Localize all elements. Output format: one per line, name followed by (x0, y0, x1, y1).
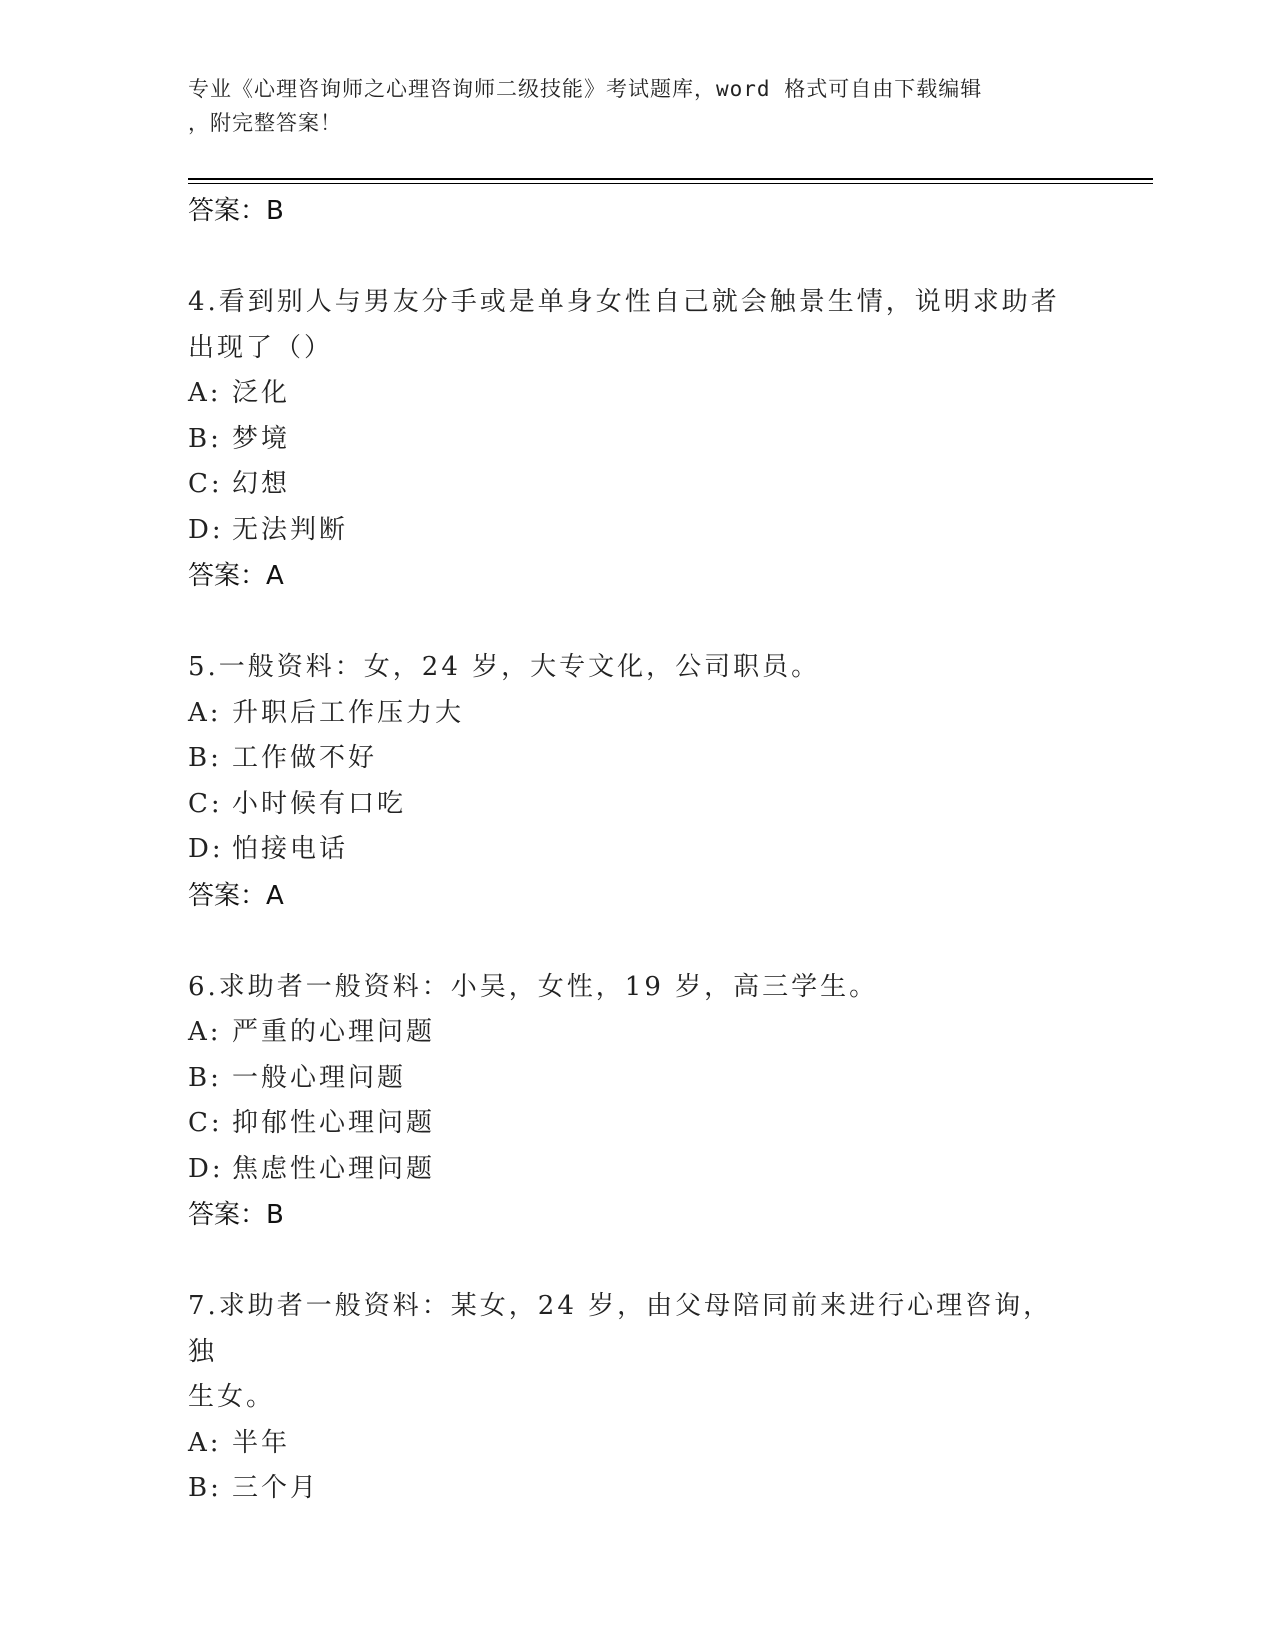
option-d (188, 827, 1088, 873)
question-line: 6.求助者一般资料：小吴，女性，19 岁，高三学生。 (188, 971, 879, 1002)
option-text: 工作做不好 (232, 743, 378, 773)
option-text: 焦虑性心理问题 (232, 1153, 436, 1184)
option-text: 半年 (232, 1427, 291, 1458)
option-text: 抑郁性心理问题 (232, 1108, 436, 1138)
header-line-2: ，附完整答案！ (188, 111, 342, 135)
question-list (188, 188, 1088, 1512)
option-c (188, 782, 1088, 828)
question-block (188, 965, 1088, 1239)
option-a (188, 1421, 1088, 1467)
option-letter: B: (188, 423, 222, 454)
option-a (188, 1010, 1088, 1056)
option-letter: D: (188, 834, 224, 864)
answer-line: 答案：A (188, 880, 284, 911)
option-text: 升职后工作压力大 (232, 697, 465, 728)
header-divider-thin (188, 183, 1153, 184)
option-letter: A: (188, 378, 222, 408)
option-a (188, 691, 1088, 737)
question-block (188, 645, 1088, 919)
option-text: 怕接电话 (232, 834, 349, 864)
option-letter: C: (188, 788, 223, 819)
option-d (188, 508, 1088, 554)
option-text: 幻想 (232, 469, 291, 499)
option-letter: B: (188, 743, 222, 773)
header-line-1: 专业《心理咨询师之心理咨询师二级技能》考试题库，word 格式可自由下载编辑 (188, 77, 983, 101)
question-line: 4.看到别人与男友分手或是单身女性自己就会触景生情，说明求助者 (188, 287, 1060, 317)
option-letter: C: (188, 1108, 223, 1138)
question-line: 7.求助者一般资料：某女，24 岁，由父母陪同前来进行心理咨询，独 (188, 1291, 1053, 1367)
option-text: 无法判断 (232, 514, 349, 545)
answer-line: 答案：B (188, 196, 284, 226)
option-b (188, 417, 1088, 463)
header-divider-thick (188, 178, 1153, 180)
option-a (188, 371, 1088, 417)
option-c (188, 462, 1088, 508)
option-letter: A: (188, 1427, 222, 1458)
answer-line: 答案：B (188, 1200, 284, 1230)
option-b (188, 1466, 1088, 1512)
option-b (188, 1056, 1088, 1102)
option-letter: C: (188, 469, 223, 499)
option-text: 梦境 (232, 423, 291, 454)
option-text: 严重的心理问题 (232, 1017, 436, 1047)
question-text (188, 1284, 1068, 1421)
question-line: 生女。 (188, 1382, 276, 1412)
question-text (188, 645, 1068, 691)
question-block (188, 1284, 1088, 1512)
option-text: 泛化 (232, 378, 291, 408)
option-b (188, 736, 1088, 782)
document-header (188, 72, 1068, 140)
option-letter: A: (188, 1017, 222, 1047)
option-letter: D: (188, 1153, 224, 1184)
question-line: 出现了（） (188, 332, 334, 363)
answer-line: 答案：A (188, 561, 284, 591)
option-letter: D: (188, 514, 224, 545)
option-c (188, 1101, 1088, 1147)
option-d (188, 1147, 1088, 1193)
option-letter: B: (188, 1062, 222, 1093)
option-text: 小时候有口吃 (232, 788, 407, 819)
question-line: 5.一般资料：女，24 岁，大专文化，公司职员。 (188, 652, 821, 682)
option-text: 三个月 (232, 1473, 320, 1503)
question-block (188, 280, 1088, 599)
option-text: 一般心理问题 (232, 1062, 407, 1093)
option-letter: A: (188, 697, 222, 728)
question-text (188, 280, 1068, 371)
option-letter: B: (188, 1473, 222, 1503)
question-text (188, 965, 1068, 1011)
